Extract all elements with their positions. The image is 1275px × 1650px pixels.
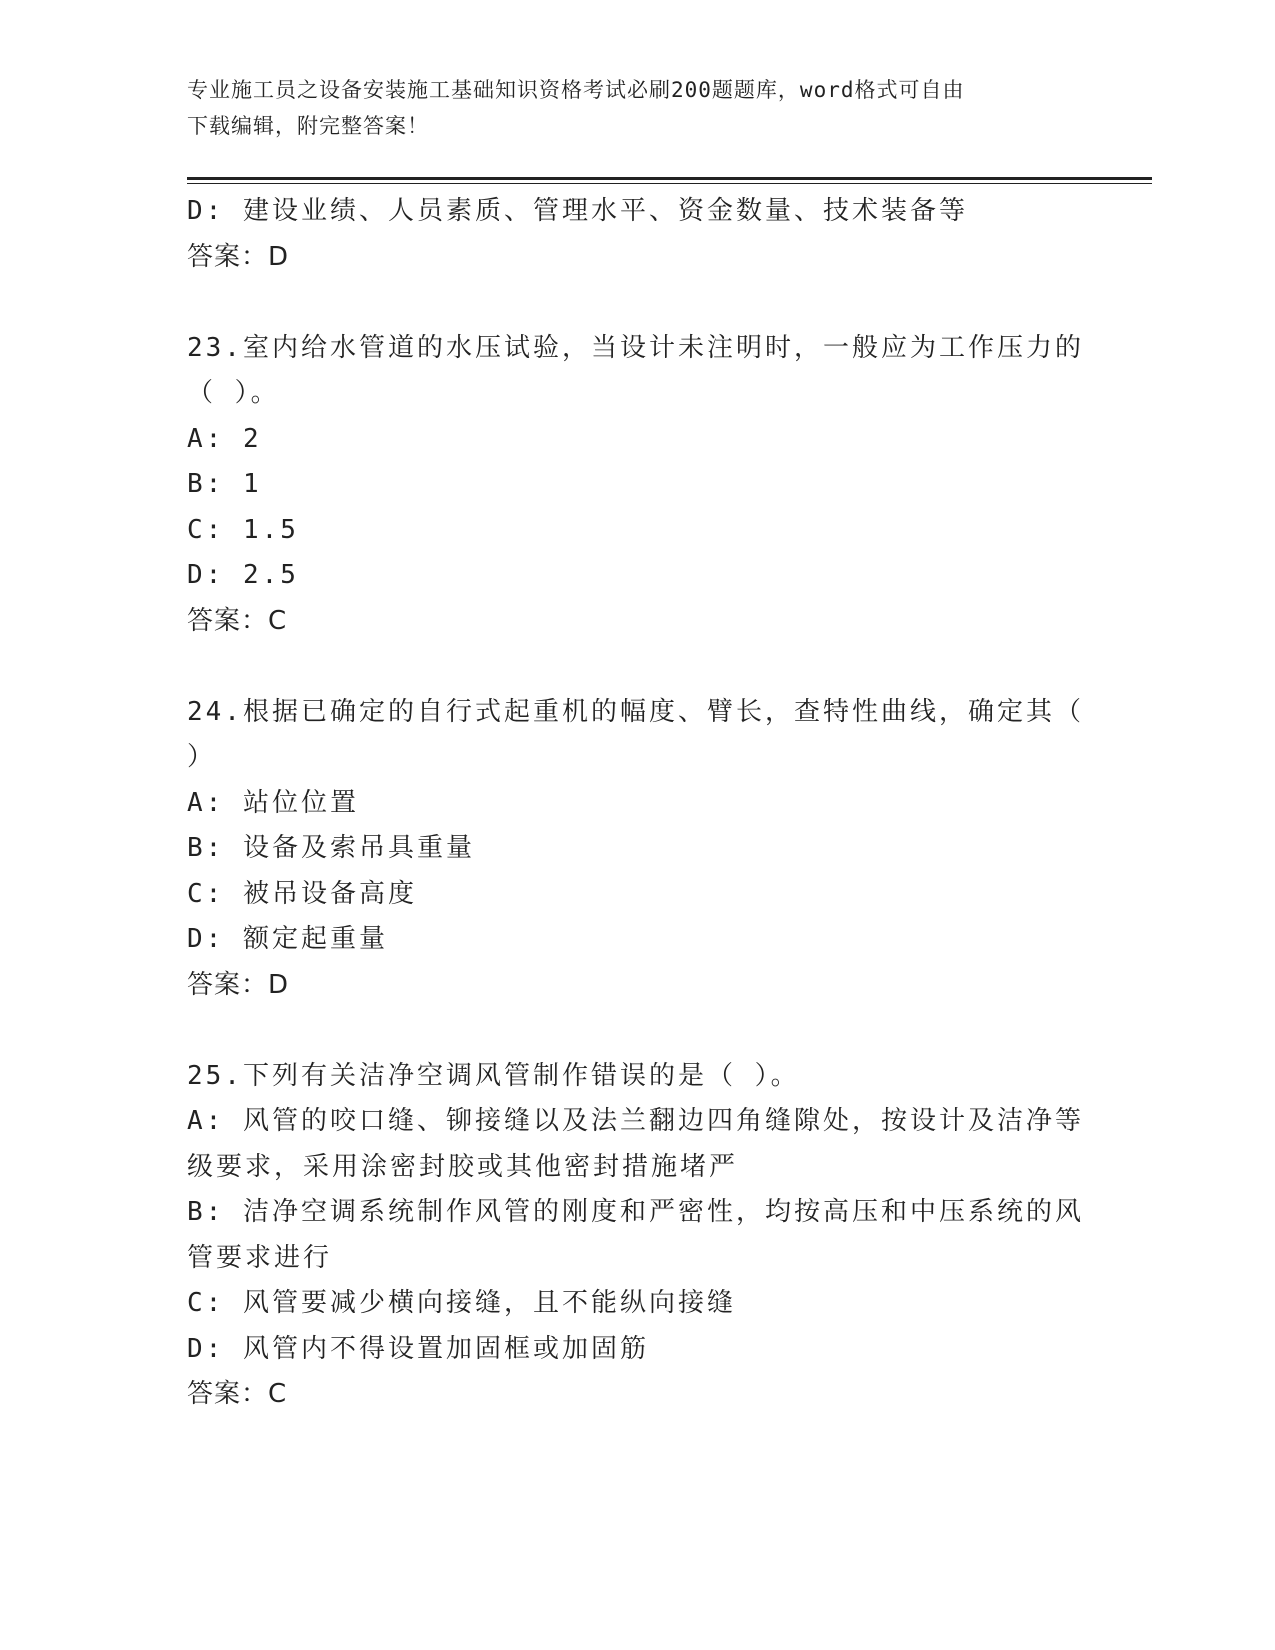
option-d: D: 风管内不得设置加固框或加固筋 (187, 1333, 649, 1364)
question-stem: 24.根据已确定的自行式起重机的幅度、臂长，查特性曲线，确定其（ (187, 696, 1084, 727)
option-c: C: 1.5 (187, 514, 299, 545)
option-b-continued: 管要求进行 (187, 1242, 333, 1273)
header-divider-thin (187, 183, 1152, 184)
option-d: D: 2.5 (187, 560, 299, 590)
document-header (187, 72, 1067, 144)
option-c: C: 被吊设备高度 (187, 878, 417, 909)
spacer (187, 644, 1087, 690)
spacer (187, 1008, 1087, 1054)
question-25 (187, 1054, 1087, 1418)
option-a: A: 2 (187, 423, 262, 454)
header-line-2: 下载编辑，附完整答案！ (187, 114, 429, 138)
header-divider-thick (187, 177, 1152, 180)
option-b: B: 1 (187, 469, 262, 499)
option-b: B: 洁净空调系统制作风管的刚度和严密性，均按高压和中压系统的风 (187, 1197, 1084, 1227)
option-b: B: 设备及索吊具重量 (187, 833, 475, 863)
answer: 答案：D (187, 969, 290, 1000)
answer: 答案：C (187, 605, 288, 636)
question-stem: 23.室内给水管道的水压试验，当设计未注明时，一般应为工作压力的 (187, 332, 1084, 363)
question-stem-continued: （ ）。 (187, 378, 280, 408)
option-a-continued: 级要求，采用涂密封胶或其他密封措施堵严 (187, 1151, 739, 1182)
header-line-1: 专业施工员之设备安装施工基础知识资格考试必刷200题题库，word格式可自由 (187, 78, 965, 102)
option-c: C: 风管要减少横向接缝，且不能纵向接缝 (187, 1288, 736, 1318)
answer: 答案：C (187, 1379, 288, 1409)
answer: 答案：D (187, 241, 290, 272)
option-d: D: 额定起重量 (187, 924, 388, 954)
question-stem-continued: ） (187, 742, 217, 772)
question-22-tail (187, 189, 1087, 280)
question-list (187, 189, 1087, 1418)
question-23 (187, 326, 1087, 645)
option-d: D: 建设业绩、人员素质、管理水平、资金数量、技术装备等 (187, 196, 968, 226)
question-stem: 25.下列有关洁净空调风管制作错误的是（ ）。 (187, 1060, 800, 1091)
question-24 (187, 690, 1087, 1009)
option-a: A: 风管的咬口缝、铆接缝以及法兰翻边四角缝隙处，按设计及洁净等 (187, 1106, 1084, 1136)
option-a: A: 站位位置 (187, 787, 359, 818)
spacer (187, 280, 1087, 326)
